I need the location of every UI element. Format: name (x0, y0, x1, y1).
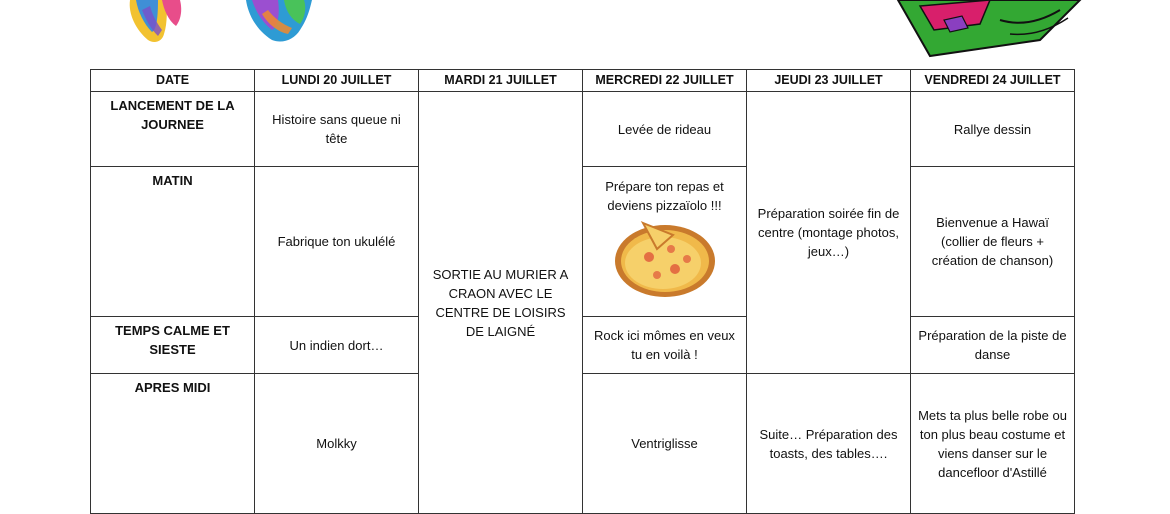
tuesday-outing-cell: SORTIE AU MURIER A CRAON AVEC LE CENTRE DE LOISIRS DE LAIGNÉ (419, 92, 583, 514)
wednesday-afternoon-cell: Ventriglisse (583, 374, 747, 514)
corner-drawing-decoration (890, 0, 1090, 62)
table-row (91, 167, 1075, 317)
thursday-morning-cell: Préparation soirée fin de centre (montage photos, jeux…) (747, 92, 911, 374)
table-row (91, 317, 1075, 374)
monday-afternoon-cell: Molkky (255, 374, 419, 514)
table-row (91, 92, 1075, 167)
row-label-calm: TEMPS CALME ET SIESTE (91, 317, 255, 374)
monday-column-header: LUNDI 20 JUILLET (255, 70, 419, 92)
friday-column-header: VENDREDI 24 JUILLET (911, 70, 1075, 92)
row-label-afternoon: APRES MIDI (91, 374, 255, 514)
weekly-schedule-table (90, 69, 1075, 514)
monday-launch-cell: Histoire sans queue ni tête (255, 92, 419, 167)
table-header-row (91, 70, 1075, 92)
friday-launch-cell: Rallye dessin (911, 92, 1075, 167)
wednesday-morning-cell (583, 167, 747, 317)
thursday-afternoon-cell: Suite… Préparation des toasts, des tables…. (747, 374, 911, 514)
left-paint-decoration (118, 0, 198, 46)
monday-morning-cell: Fabrique ton ukulélé (255, 167, 419, 317)
wednesday-calm-cell: Rock ici mômes en veux tu en voilà ! (583, 317, 747, 374)
friday-afternoon-cell: Mets ta plus belle robe ou ton plus beau costume et viens danser sur le dancefloor d'Astillé (911, 374, 1075, 514)
thursday-column-header: JEUDI 23 JUILLET (747, 70, 911, 92)
tuesday-column-header: MARDI 21 JUILLET (419, 70, 583, 92)
friday-morning-cell: Bienvenue a Hawaï (collier de fleurs + création de chanson) (911, 167, 1075, 317)
monday-calm-cell: Un indien dort… (255, 317, 419, 374)
friday-calm-cell: Préparation de la piste de danse (911, 317, 1075, 374)
table-row (91, 374, 1075, 514)
row-label-morning: MATIN (91, 167, 255, 317)
wednesday-launch-cell: Levée de rideau (583, 92, 747, 167)
wednesday-morning-text: Prépare ton repas et deviens pizzaïolo !!! (605, 179, 724, 213)
wednesday-column-header: MERCREDI 22 JUILLET (583, 70, 747, 92)
center-paint-decoration (238, 0, 318, 46)
row-label-launch: LANCEMENT DE LA JOURNEE (91, 92, 255, 167)
date-column-header: DATE (91, 70, 255, 92)
pizza-image (613, 219, 717, 299)
